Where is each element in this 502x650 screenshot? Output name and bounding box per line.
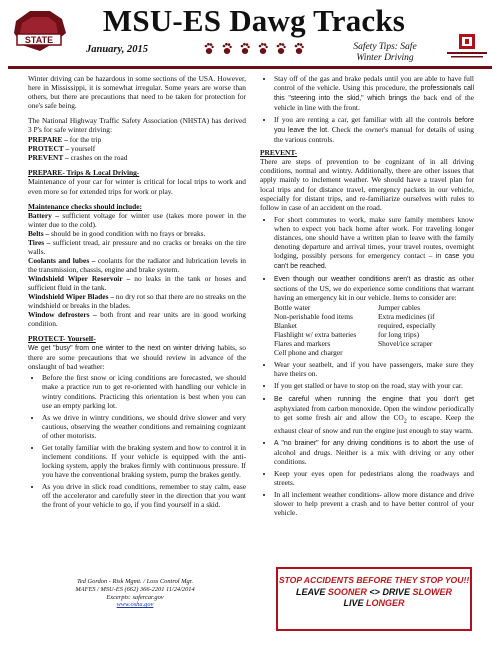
reservoir-text: no leaks in the tank or hoses and sufficient fluid in the tank. [28, 273, 246, 292]
renting-text-sans: before you leave the lot. [274, 117, 474, 135]
right-top-bullets [260, 74, 474, 144]
prevent-bullets [260, 215, 474, 518]
kit-item: Extra medicines (if [378, 312, 435, 322]
list-item: • If you get stalled or have to stop on the road, stay with your car. [274, 381, 474, 390]
protect-text: yourself [71, 144, 96, 154]
nhtsa-paragraph [28, 116, 246, 134]
left-column [28, 74, 246, 513]
prevent-line [28, 153, 246, 162]
safety-line-2: Winter Driving [356, 53, 414, 63]
live-word: LIVE [343, 598, 364, 608]
author-footer [40, 578, 230, 609]
co2-subscript: 2 [403, 418, 407, 425]
protect-intro [28, 343, 246, 371]
newsletter-title: MSU-ES Dawg Tracks [102, 3, 406, 38]
longer-word: LONGER [366, 598, 405, 608]
footer-line: Excerpts: safercar.gov [106, 593, 164, 601]
sooner-word: SOONER [327, 587, 367, 597]
kit-item: Cell phone and charger [274, 348, 343, 358]
list-item: • Get totally familiar with the braking system and how to control it in inclement conditions. If your vehicle is equipped with the anti-locking system, apply the brakes firmly with continuous pressure. If you have the conventional braking system, pump the brakes gently. [42, 443, 246, 479]
coolants-text: coolants for the radiator and lubrication levels in the transmission, chassis, engine and brake system. [28, 255, 246, 274]
safety-line-1: Safety Tips: Safe [353, 42, 417, 52]
header-divider [8, 66, 492, 69]
stop-accidents-line: STOP ACCIDENTS BEFORE THEY STOP YOU!! [278, 575, 470, 585]
renting-text-a: If you are renting a car, get familiar with all the controls [274, 115, 452, 125]
short-commute-sans: in case you can't be reached. [274, 252, 475, 270]
list-item [274, 215, 474, 271]
check-battery [28, 211, 246, 229]
protect-intro-rest: habits, so there are some precautions that we should review in advance of the onslaught of bad weather: [28, 343, 247, 372]
renting-text-b: Check the owner's manual for details of using the various controls. [274, 125, 474, 145]
list-item: • Wear your seatbelt, and if you have passengers, make sure they have theirs on. [274, 360, 474, 378]
stop-accidents-callout [276, 567, 472, 631]
arrows-symbol: <> [369, 587, 380, 597]
prepare-section-header: PREPARE- Trips & Local Driving- [28, 168, 140, 178]
kit-item: for long trips) [378, 330, 420, 340]
tires-text: sufficient tread, air pressure and no cracks or breaks on the tire walls. [28, 237, 246, 256]
prepare-line [28, 135, 246, 144]
stay-off-text-sans: professionals call this "steering into the skid," which brings [274, 85, 474, 103]
msu-state-logo [10, 7, 68, 55]
prevent-text: crashes on the road [70, 153, 128, 163]
right-column [260, 74, 474, 522]
nhtsa-text: The National Highway Traffic Safety Association (NHSTA) has derived 3 P's for safe winter driving: [28, 116, 246, 135]
stay-off-text-a: Stay off of the gas and brake pedals until you are able to have full control of the vehicle. Using this procedure, the [274, 74, 474, 93]
tires-label: Tires – [28, 237, 51, 247]
no-brainer-sans: A "no brainer" for any driving conditions is to abort the use [274, 440, 465, 448]
list-item [274, 274, 474, 357]
issue-date: January, 2015 [86, 44, 149, 55]
check-wiper-blades [28, 292, 246, 310]
check-belts [28, 229, 246, 238]
carbon-monoxide-sans: Be careful when running the engine that you don't get [274, 395, 474, 403]
battery-text: sufficient voltage for winter use (takes more power in the winter due to the cold). [28, 210, 246, 229]
check-defrosters [28, 310, 246, 328]
battery-label: Battery – [28, 210, 59, 220]
list-item: • In all inclement weather conditions- allow more distance and drive slower to help prevent a crash and to have better control of your vehicle. [274, 490, 474, 517]
check-coolants [28, 256, 246, 274]
protect-section-header: PROTECT- Yourself- [28, 334, 96, 344]
prepare-label: PREPARE – [28, 135, 68, 145]
kit-left-column [274, 303, 370, 357]
blades-label: Windshield Wiper Blades – [28, 292, 115, 302]
list-item: • Keep your eyes open for pedestrians along the roadways and streets. [274, 469, 474, 487]
carbon-monoxide-text-a: asphyxiated from carbon monoxide. Open the window periodically to get some fresh air and allow the CO [274, 403, 474, 422]
intro-paragraph: Winter driving can be hazardous in some sections of the USA. However, here in Mississippi, it is somewhat irregular. Some years are worse than others, but there are precautions that need to be taken for protection for one's safe being. [28, 74, 246, 111]
list-item: • Before the first snow or icing conditions are forecasted, we should make a practice run to get re-oriented with handling our vehicle in wintry conditions. Practicing this orientation is best when you can use an empty parking lot. [42, 373, 246, 409]
emergency-kit-text: other sections of the US, we do experience some conditions that warrant having an emergency kit in our vehicle. Items to consider are: [274, 273, 474, 303]
kit-item: Non-perishable food items [274, 312, 353, 322]
live-longer-line [278, 598, 470, 609]
list-item [274, 394, 474, 436]
kit-item: required, especially [378, 321, 436, 331]
slower-word: SLOWER [412, 587, 452, 597]
kit-item: Jumper cables [378, 303, 421, 313]
defrost-label: Window defrosters – [28, 310, 97, 320]
emergency-kit-items [274, 303, 474, 357]
list-item [274, 438, 474, 466]
no-brainer-text: of alcohol and drugs. Neither is a mix with driving or any other conditions. [274, 438, 474, 467]
stay-off-text-b: the back end of the vehicle in line with the front. [274, 93, 474, 113]
short-commute-text: For short commutes to work, make sure family members know when to expect you back home after work. For traveling longer distances, one should have a written plan to leave with the family denoting departure and arrival times, your travel routes, overnight lodging, possibly persons for emergency contact – [274, 214, 474, 260]
footer-line: Ted Gordon - Risk Mgmt. / Loss Control Mgr. [76, 578, 194, 585]
list-item [274, 74, 474, 112]
belts-label: Belts – [28, 228, 50, 238]
protect-bullet-list [28, 373, 246, 509]
prevent-section-text: There are steps of prevention to be cognizant of in all driving conditions, normal and wintry. Additionally, there are other issues that apply mainly to inclement weather. We should have a travel plan for local trips and for distance travel, emergency packets in our vehicle, especially for distant trips, and re-familiarize ourselves with rules to follow in case of an accident on the road. [260, 157, 474, 212]
check-wiper-reservoir [28, 274, 246, 292]
prepare-section-text: Maintenance of your car for winter is critical for local trips to work and even more so for extended trips for work or play. [28, 177, 246, 196]
protect-intro-sans: We get "busy" from one winter to the next on winter driving [28, 345, 215, 353]
leave-sooner-line [278, 586, 470, 598]
maintenance-checks-header: Maintenance checks should include: [28, 201, 142, 211]
carbon-monoxide-text-b: to escape. Keep the exhaust clear of snow and run the engine just enough to stay warm. [274, 412, 474, 436]
defrost-text: both front and rear units are in good working condition. [28, 310, 246, 329]
list-item: • As you drive in slick road conditions, remember to stay calm, ease off the accelerator and carefully steer in the direction that you want the front of your vehicle to go, if you find yourself in a skid. [42, 482, 246, 509]
kit-item: Bottle water [274, 303, 311, 313]
emergency-kit-sans: Even though our weather conditions aren't as drastic as [274, 275, 456, 283]
protect-line [28, 144, 246, 153]
prepare-text: for the trip [69, 135, 102, 145]
list-item [274, 115, 474, 144]
kit-right-column [378, 303, 474, 357]
kit-item: Blanket [274, 321, 297, 331]
kit-item: Flares and markers [274, 339, 331, 349]
kit-item: Shovel/ice scraper [378, 339, 433, 349]
belts-text: should be in good condition with no frays or breaks. [51, 228, 206, 238]
coolants-label: Coolants and lubes – [28, 255, 96, 265]
footer-line: MAFES / MSU-ES (662) 366-2201 11/24/2014 [75, 585, 195, 593]
leave-word: LEAVE [296, 587, 326, 597]
paw-prints-icon [200, 40, 308, 56]
logo-text: STATE [24, 35, 54, 45]
msu-extension-logo [445, 33, 489, 61]
check-tires [28, 238, 246, 256]
osha-link[interactable]: www.osha.gov [116, 601, 154, 609]
drive-word: DRIVE [382, 587, 410, 597]
list-item: • As we drive in wintry conditions, we should drive slower and very cautious, observing the weather conditions and remaining cognizant of other motorists. [42, 413, 246, 440]
safety-tips-heading [330, 42, 440, 64]
blades-text: no dry rot so that there are no streaks on the windshield or breaks in the blades. [28, 292, 246, 311]
kit-item: Flashlight w/ extra batteries [274, 330, 357, 340]
protect-label: PROTECT – [28, 144, 70, 154]
prevent-label: PREVENT – [28, 153, 69, 163]
prevent-section-header: PREVENT- [260, 148, 298, 158]
reservoir-label: Windshield Wiper Reservoir – [28, 273, 131, 283]
